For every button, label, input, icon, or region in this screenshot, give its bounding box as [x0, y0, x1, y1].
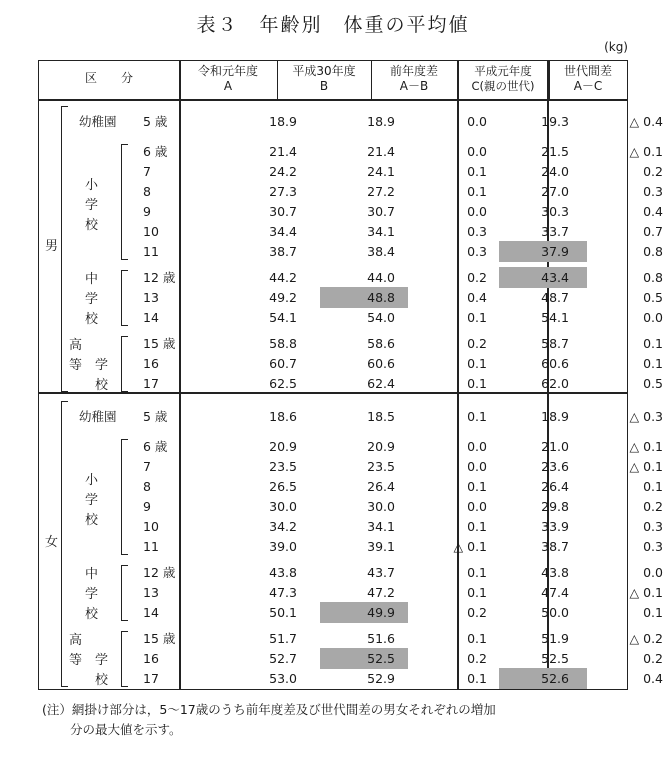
- header-col-b-line1: 平成30年度: [292, 64, 356, 78]
- value-cell-d: △ 0.1: [453, 539, 487, 554]
- school-label-char: 学: [85, 587, 99, 602]
- value-cell-b: 34.1: [367, 224, 395, 239]
- school-label-char: 校: [85, 513, 99, 528]
- value-cell-a: 34.2: [269, 519, 297, 534]
- value-cell-c: 58.7: [541, 336, 569, 351]
- value-cell-c: 48.7: [541, 290, 569, 305]
- school-label-char: 等: [69, 653, 83, 668]
- age-cell: 14: [143, 310, 159, 325]
- sex-label: 女: [45, 535, 59, 550]
- header-col-a-line1: 令和元年度: [197, 64, 258, 78]
- value-cell-b: 27.2: [367, 184, 395, 199]
- value-cell-g: △ 0.1: [629, 144, 663, 159]
- value-cell-c: 38.7: [541, 539, 569, 554]
- value-cell-g: 0.3: [643, 184, 663, 199]
- age-cell: 7: [143, 459, 151, 474]
- value-cell-a: 23.5: [269, 459, 297, 474]
- age-cell: 5 歳: [143, 409, 168, 424]
- value-cell-d: 0.1: [467, 164, 487, 179]
- value-cell-b: 60.6: [367, 356, 395, 371]
- value-cell-d: 0.3: [467, 224, 487, 239]
- value-cell-g: 0.1: [643, 336, 663, 351]
- school-label-char: 学: [85, 493, 99, 508]
- value-cell-g: 0.2: [643, 164, 663, 179]
- age-cell: 7: [143, 164, 151, 179]
- value-cell-a: 30.7: [269, 204, 297, 219]
- school-label-char: 小: [85, 178, 99, 193]
- school-label-char: 等: [69, 358, 83, 373]
- header-col-c: [457, 61, 549, 99]
- value-cell-d: 0.1: [467, 479, 487, 494]
- header-col-a: [179, 61, 277, 99]
- age-cell: 13: [143, 290, 159, 305]
- age-cell: 5 歳: [143, 114, 168, 129]
- header-col-b: [277, 61, 371, 99]
- value-cell-b: 44.0: [367, 270, 395, 285]
- school-label-char: 小: [85, 473, 99, 488]
- header-col-g-line1: 世代間差: [563, 64, 612, 78]
- value-cell-d: 0.1: [467, 409, 487, 424]
- header-col-g: [549, 61, 627, 99]
- age-cell: 11: [143, 244, 159, 259]
- header-col-d-line1: 前年度差: [389, 64, 438, 78]
- group-bracket: [61, 401, 68, 687]
- value-cell-b: 39.1: [367, 539, 395, 554]
- value-cell-c: 33.9: [541, 519, 569, 534]
- school-label-char: 高: [69, 633, 83, 648]
- col-divider: [179, 61, 181, 689]
- value-cell-b: 30.0: [367, 499, 395, 514]
- col-divider: [371, 61, 372, 99]
- value-cell-a: 51.7: [269, 631, 297, 646]
- value-cell-b: 38.4: [367, 244, 395, 259]
- school-label-char: 校: [85, 312, 99, 327]
- school-name: 幼稚園: [79, 409, 117, 424]
- value-cell-d: 0.0: [467, 439, 487, 454]
- school-label-char: 校: [95, 673, 109, 688]
- value-cell-g: 0.1: [643, 605, 663, 620]
- col-divider: [549, 61, 550, 99]
- school-bracket: [121, 336, 128, 392]
- school-label-char: 高: [69, 338, 83, 353]
- value-cell-c: 60.6: [541, 356, 569, 371]
- value-cell-a: 20.9: [269, 439, 297, 454]
- school-bracket: [121, 270, 128, 326]
- header-col-c-line1: 平成元年度: [474, 64, 532, 78]
- value-cell-a: 62.5: [269, 376, 297, 391]
- school-label-char: 学: [95, 653, 109, 668]
- value-cell-g: 0.0: [643, 310, 663, 325]
- value-cell-b: 62.4: [367, 376, 395, 391]
- value-cell-b: 24.1: [367, 164, 395, 179]
- footnote-line1: (注）網掛け部分は，5～17歳のうち前年度差及び世代間差の男女それぞれの増加: [42, 702, 496, 717]
- value-cell-b: 21.4: [367, 144, 395, 159]
- age-cell: 12 歳: [143, 565, 176, 580]
- age-cell: 13: [143, 585, 159, 600]
- value-cell-c: 37.9: [541, 244, 569, 259]
- school-name: 幼稚園: [79, 114, 117, 129]
- value-cell-d: 0.2: [467, 270, 487, 285]
- value-cell-c: 33.7: [541, 224, 569, 239]
- value-cell-g: 0.2: [643, 499, 663, 514]
- value-cell-c: 18.9: [541, 409, 569, 424]
- value-cell-c: 27.0: [541, 184, 569, 199]
- value-cell-c: 19.3: [541, 114, 569, 129]
- age-cell: 17: [143, 376, 159, 391]
- header-category: 区 分: [84, 71, 133, 85]
- value-cell-b: 18.9: [367, 114, 395, 129]
- unit-label: (kg): [604, 40, 628, 54]
- value-cell-b: 23.5: [367, 459, 395, 474]
- value-cell-a: 58.8: [269, 336, 297, 351]
- header-col-b-line2: B: [319, 79, 329, 93]
- header-col-c-line2: C(親の世代): [471, 79, 535, 93]
- value-cell-c: 30.3: [541, 204, 569, 219]
- value-cell-c: 26.4: [541, 479, 569, 494]
- value-cell-b: 52.9: [367, 671, 395, 686]
- value-cell-d: 0.2: [467, 336, 487, 351]
- school-label-char: 学: [85, 292, 99, 307]
- age-cell: 8: [143, 479, 151, 494]
- footnote-line2: 分の最大値を示す。: [70, 722, 182, 737]
- value-cell-c: 52.5: [541, 651, 569, 666]
- value-cell-g: 0.8: [643, 270, 663, 285]
- age-cell: 12 歳: [143, 270, 176, 285]
- school-bracket: [121, 144, 128, 260]
- value-cell-a: 50.1: [269, 605, 297, 620]
- value-cell-a: 27.3: [269, 184, 297, 199]
- value-cell-d: 0.0: [467, 499, 487, 514]
- value-cell-a: 18.6: [269, 409, 297, 424]
- header-col-d: [371, 61, 457, 99]
- value-cell-d: 0.2: [467, 651, 487, 666]
- school-bracket: [121, 439, 128, 555]
- value-cell-g: 0.8: [643, 244, 663, 259]
- value-cell-d: 0.1: [467, 671, 487, 686]
- value-cell-g: 0.5: [643, 290, 663, 305]
- value-cell-d: 0.1: [467, 585, 487, 600]
- value-cell-a: 38.7: [269, 244, 297, 259]
- table-title: 表３ 年齢別 体重の平均値: [196, 14, 470, 36]
- value-cell-g: 0.4: [643, 204, 663, 219]
- value-cell-a: 54.1: [269, 310, 297, 325]
- value-cell-c: 29.8: [541, 499, 569, 514]
- value-cell-a: 24.2: [269, 164, 297, 179]
- value-cell-d: 0.0: [467, 144, 487, 159]
- sex-label: 男: [45, 239, 59, 254]
- value-cell-a: 52.7: [269, 651, 297, 666]
- value-cell-a: 26.5: [269, 479, 297, 494]
- value-cell-b: 18.5: [367, 409, 395, 424]
- value-cell-g: 0.3: [643, 519, 663, 534]
- value-cell-b: 48.8: [367, 290, 395, 305]
- value-cell-b: 51.6: [367, 631, 395, 646]
- value-cell-c: 21.0: [541, 439, 569, 454]
- value-cell-c: 62.0: [541, 376, 569, 391]
- value-cell-b: 58.6: [367, 336, 395, 351]
- value-cell-g: 0.1: [643, 356, 663, 371]
- value-cell-a: 49.2: [269, 290, 297, 305]
- value-cell-g: 0.0: [643, 565, 663, 580]
- value-cell-c: 24.0: [541, 164, 569, 179]
- age-cell: 11: [143, 539, 159, 554]
- header-divider: [39, 99, 627, 101]
- school-label-char: 校: [85, 218, 99, 233]
- value-cell-g: △ 0.2: [629, 631, 663, 646]
- value-cell-d: 0.0: [467, 459, 487, 474]
- value-cell-b: 52.5: [367, 651, 395, 666]
- value-cell-d: 0.3: [467, 244, 487, 259]
- school-label-char: 校: [95, 378, 109, 393]
- value-cell-a: 34.4: [269, 224, 297, 239]
- school-bracket: [121, 631, 128, 687]
- group-bracket: [61, 106, 68, 392]
- value-cell-d: 0.0: [467, 114, 487, 129]
- value-cell-d: 0.1: [467, 565, 487, 580]
- value-cell-a: 44.2: [269, 270, 297, 285]
- value-cell-g: △ 0.1: [629, 459, 663, 474]
- weight-table: [38, 60, 663, 690]
- age-cell: 6 歳: [143, 439, 168, 454]
- age-cell: 14: [143, 605, 159, 620]
- value-cell-a: 39.0: [269, 539, 297, 554]
- value-cell-c: 50.0: [541, 605, 569, 620]
- value-cell-d: 0.1: [467, 519, 487, 534]
- value-cell-g: △ 0.3: [629, 409, 663, 424]
- value-cell-b: 54.0: [367, 310, 395, 325]
- footnote: [42, 700, 496, 740]
- value-cell-c: 54.1: [541, 310, 569, 325]
- header-col-d-line2: A－B: [399, 79, 429, 93]
- value-cell-g: △ 0.4: [629, 114, 663, 129]
- age-cell: 16: [143, 651, 159, 666]
- age-cell: 15 歳: [143, 336, 176, 351]
- value-cell-g: 0.3: [643, 539, 663, 554]
- value-cell-a: 18.9: [269, 114, 297, 129]
- value-cell-d: 0.1: [467, 376, 487, 391]
- value-cell-g: 0.2: [643, 651, 663, 666]
- school-label-char: 校: [85, 607, 99, 622]
- value-cell-a: 30.0: [269, 499, 297, 514]
- age-cell: 17: [143, 671, 159, 686]
- school-label-char: 中: [85, 272, 99, 287]
- value-cell-g: △ 0.1: [629, 585, 663, 600]
- value-cell-d: 0.1: [467, 631, 487, 646]
- value-cell-a: 43.8: [269, 565, 297, 580]
- value-cell-a: 60.7: [269, 356, 297, 371]
- value-cell-g: 0.5: [643, 376, 663, 391]
- value-cell-c: 43.8: [541, 565, 569, 580]
- value-cell-a: 53.0: [269, 671, 297, 686]
- value-cell-c: 23.6: [541, 459, 569, 474]
- value-cell-a: 21.4: [269, 144, 297, 159]
- value-cell-c: 47.4: [541, 585, 569, 600]
- value-cell-b: 47.2: [367, 585, 395, 600]
- age-cell: 9: [143, 499, 151, 514]
- school-label-char: 中: [85, 567, 99, 582]
- value-cell-d: 0.1: [467, 356, 487, 371]
- value-cell-g: 0.4: [643, 671, 663, 686]
- value-cell-b: 30.7: [367, 204, 395, 219]
- age-cell: 10: [143, 519, 159, 534]
- value-cell-b: 49.9: [367, 605, 395, 620]
- age-cell: 6 歳: [143, 144, 168, 159]
- header-col-a-line2: A: [223, 79, 233, 93]
- age-cell: 15 歳: [143, 631, 176, 646]
- value-cell-b: 43.7: [367, 565, 395, 580]
- value-cell-g: 0.1: [643, 479, 663, 494]
- value-cell-c: 52.6: [541, 671, 569, 686]
- school-bracket: [121, 565, 128, 621]
- age-cell: 10: [143, 224, 159, 239]
- value-cell-d: 0.1: [467, 310, 487, 325]
- value-cell-b: 34.1: [367, 519, 395, 534]
- school-label-char: 学: [85, 198, 99, 213]
- value-cell-g: △ 0.1: [629, 439, 663, 454]
- age-cell: 16: [143, 356, 159, 371]
- value-cell-c: 43.4: [541, 270, 569, 285]
- col-divider: [277, 61, 278, 99]
- value-cell-c: 21.5: [541, 144, 569, 159]
- value-cell-b: 26.4: [367, 479, 395, 494]
- age-cell: 8: [143, 184, 151, 199]
- value-cell-d: 0.2: [467, 605, 487, 620]
- age-cell: 9: [143, 204, 151, 219]
- value-cell-c: 51.9: [541, 631, 569, 646]
- value-cell-g: 0.7: [643, 224, 663, 239]
- value-cell-d: 0.4: [467, 290, 487, 305]
- value-cell-d: 0.0: [467, 204, 487, 219]
- value-cell-b: 20.9: [367, 439, 395, 454]
- value-cell-a: 47.3: [269, 585, 297, 600]
- value-cell-d: 0.1: [467, 184, 487, 199]
- school-label-char: 学: [95, 358, 109, 373]
- header-col-g-line2: A－C: [573, 79, 603, 93]
